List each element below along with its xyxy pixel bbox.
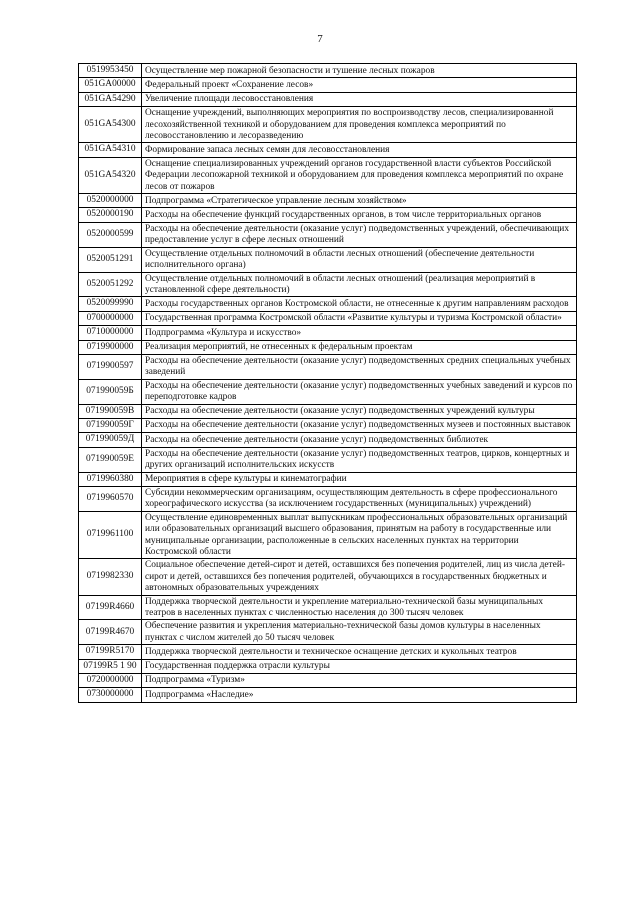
table-row — [79, 433, 577, 447]
row-code: 071990059Г — [79, 418, 142, 432]
table-row — [79, 620, 577, 645]
row-code: 0719960380 — [79, 472, 142, 486]
row-code: 0520051291 — [79, 247, 142, 272]
table-row — [79, 157, 577, 193]
table-row — [79, 92, 577, 106]
table-row — [79, 107, 577, 143]
table-row — [79, 311, 577, 325]
row-code: 0520000599 — [79, 222, 142, 247]
row-description: Расходы на обеспечение деятельности (оказание услуг) подведомственных учреждений культуры — [142, 404, 577, 418]
row-description: Социальное обеспечение детей-сирот и детей, оставшихся без попечения родителей, лиц из числа детей-сирот и детей, оставшихся без попечения родителей, обучающихся в государственных бюджетных и автономных образовательных учреждениях — [142, 559, 577, 595]
table-row — [79, 64, 577, 78]
table-row — [79, 354, 577, 379]
row-code: 071990059Д — [79, 433, 142, 447]
row-code: 0520000190 — [79, 208, 142, 222]
row-description: Подпрограмма «Туризм» — [142, 673, 577, 687]
row-code: 0700000000 — [79, 311, 142, 325]
row-code: 0520051292 — [79, 272, 142, 297]
row-description: Поддержка творческой деятельности и техническое оснащение детских и кукольных театров — [142, 645, 577, 659]
table-row — [79, 78, 577, 92]
row-code: 0520000000 — [79, 194, 142, 208]
row-code: 07199R5170 — [79, 645, 142, 659]
row-code: 0719900000 — [79, 340, 142, 354]
row-description: Поддержка творческой деятельности и укрепление материально-технической базы муниципальных театров в населенных пунктах с численностью населения до 300 тысяч человек — [142, 595, 577, 620]
table-row — [79, 297, 577, 311]
table-row — [79, 595, 577, 620]
table-row — [79, 487, 577, 512]
row-code: 0719900597 — [79, 354, 142, 379]
table-row — [79, 673, 577, 687]
row-code: 0719982330 — [79, 559, 142, 595]
row-code: 051GA54300 — [79, 107, 142, 143]
table-row — [79, 247, 577, 272]
row-code: 071990059В — [79, 404, 142, 418]
row-code: 0719960570 — [79, 487, 142, 512]
table-row — [79, 208, 577, 222]
table-row — [79, 645, 577, 659]
row-description: Увеличение площади лесовосстановления — [142, 92, 577, 106]
row-description: Формирование запаса лесных семян для лесовосстановления — [142, 143, 577, 157]
table-row — [79, 559, 577, 595]
row-description: Подпрограмма «Наследие» — [142, 688, 577, 702]
row-description: Расходы на обеспечение деятельности (оказание услуг) подведомственных средних специальных учебных заведений — [142, 354, 577, 379]
table-row — [79, 194, 577, 208]
row-description: Расходы на обеспечение функций государственных органов, в том числе территориальных органов — [142, 208, 577, 222]
table-row — [79, 143, 577, 157]
table-row — [79, 326, 577, 340]
table-row — [79, 472, 577, 486]
row-code: 07199R4660 — [79, 595, 142, 620]
row-description: Субсидии некоммерческим организациям, осуществляющим деятельность в сфере профессионального хореографического искусства (за исключением государственных (муниципальных) учреждений) — [142, 487, 577, 512]
row-code: 0719961100 — [79, 511, 142, 559]
row-description: Подпрограмма «Стратегическое управление лесным хозяйством» — [142, 194, 577, 208]
row-code: 07199R4670 — [79, 620, 142, 645]
row-description: Расходы на обеспечение деятельности (оказание услуг) подведомственных музеев и постоянных выставок — [142, 418, 577, 432]
row-description: Расходы на обеспечение деятельности (оказание услуг) подведомственных учреждений, обеспечивающих предоставление услуг в сфере лесных отношений — [142, 222, 577, 247]
row-code: 0730000000 — [79, 688, 142, 702]
budget-codes-body — [79, 64, 577, 703]
row-description: Реализация мероприятий, не отнесенных к федеральным проектам — [142, 340, 577, 354]
table-row — [79, 511, 577, 559]
row-description: Осуществление отдельных полномочий в области лесных отношений (обеспечение деятельности исполнительного органа) — [142, 247, 577, 272]
row-description: Подпрограмма «Культура и искусство» — [142, 326, 577, 340]
row-description: Оснащение учреждений, выполняющих мероприятия по воспроизводству лесов, специализированной лесохозяйственной техникой и оборудованием для проведения комплекса мероприятий по лесовосстановлению и лесоразведению — [142, 107, 577, 143]
row-description: Государственная программа Костромской области «Развитие культуры и туризма Костромской области» — [142, 311, 577, 325]
row-description: Осуществление единовременных выплат выпускникам профессиональных образовательных организаций или образовательных организаций высшего образования, принятым на работу в государственные или муниципальные организации, расположенные в сельских населенных пунктах на территории Костромской области — [142, 511, 577, 559]
row-code: 0720000000 — [79, 673, 142, 687]
budget-codes-table — [78, 63, 577, 703]
row-description: Осуществление отдельных полномочий в области лесных отношений (реализация мероприятий в установленной сфере деятельности) — [142, 272, 577, 297]
row-description: Обеспечение развития и укрепления материально-технической базы домов культуры в населенных пунктах с числом жителей до 50 тысяч человек — [142, 620, 577, 645]
row-description: Расходы на обеспечение деятельности (оказание услуг) подведомственных библиотек — [142, 433, 577, 447]
table-row — [79, 404, 577, 418]
row-description: Государственная поддержка отрасли культуры — [142, 659, 577, 673]
row-code: 0520099990 — [79, 297, 142, 311]
row-code: 071990059Б — [79, 379, 142, 404]
table-row — [79, 418, 577, 432]
row-code: 051GA54310 — [79, 143, 142, 157]
row-code: 051GA54290 — [79, 92, 142, 106]
table-row — [79, 447, 577, 472]
row-code: 051GA00000 — [79, 78, 142, 92]
table-row — [79, 659, 577, 673]
row-description: Осуществление мер пожарной безопасности и тушение лесных пожаров — [142, 64, 577, 78]
table-row — [79, 222, 577, 247]
row-code: 0519953450 — [79, 64, 142, 78]
row-code: 07199R5 1 90 — [79, 659, 142, 673]
row-code: 051GA54320 — [79, 157, 142, 193]
row-description: Оснащение специализированных учреждений органов государственной власти субъектов Российской Федерации лесопожарной техникой и оборудованием для проведения комплекса мероприятий по охране лесов от пожаров — [142, 157, 577, 193]
table-row — [79, 688, 577, 702]
row-description: Расходы государственных органов Костромской области, не отнесенные к другим направлениям расходов — [142, 297, 577, 311]
row-description: Федеральный проект «Сохранение лесов» — [142, 78, 577, 92]
table-row — [79, 340, 577, 354]
table-row — [79, 272, 577, 297]
page-number: 7 — [317, 33, 323, 45]
row-description: Расходы на обеспечение деятельности (оказание услуг) подведомственных учебных заведений и курсов по переподготовке кадров — [142, 379, 577, 404]
row-description: Расходы на обеспечение деятельности (оказание услуг) подведомственных театров, цирков, концертных и других организаций исполнительских искусств — [142, 447, 577, 472]
row-description: Мероприятия в сфере культуры и кинематографии — [142, 472, 577, 486]
table-row — [79, 379, 577, 404]
row-code: 071990059Е — [79, 447, 142, 472]
row-code: 0710000000 — [79, 326, 142, 340]
